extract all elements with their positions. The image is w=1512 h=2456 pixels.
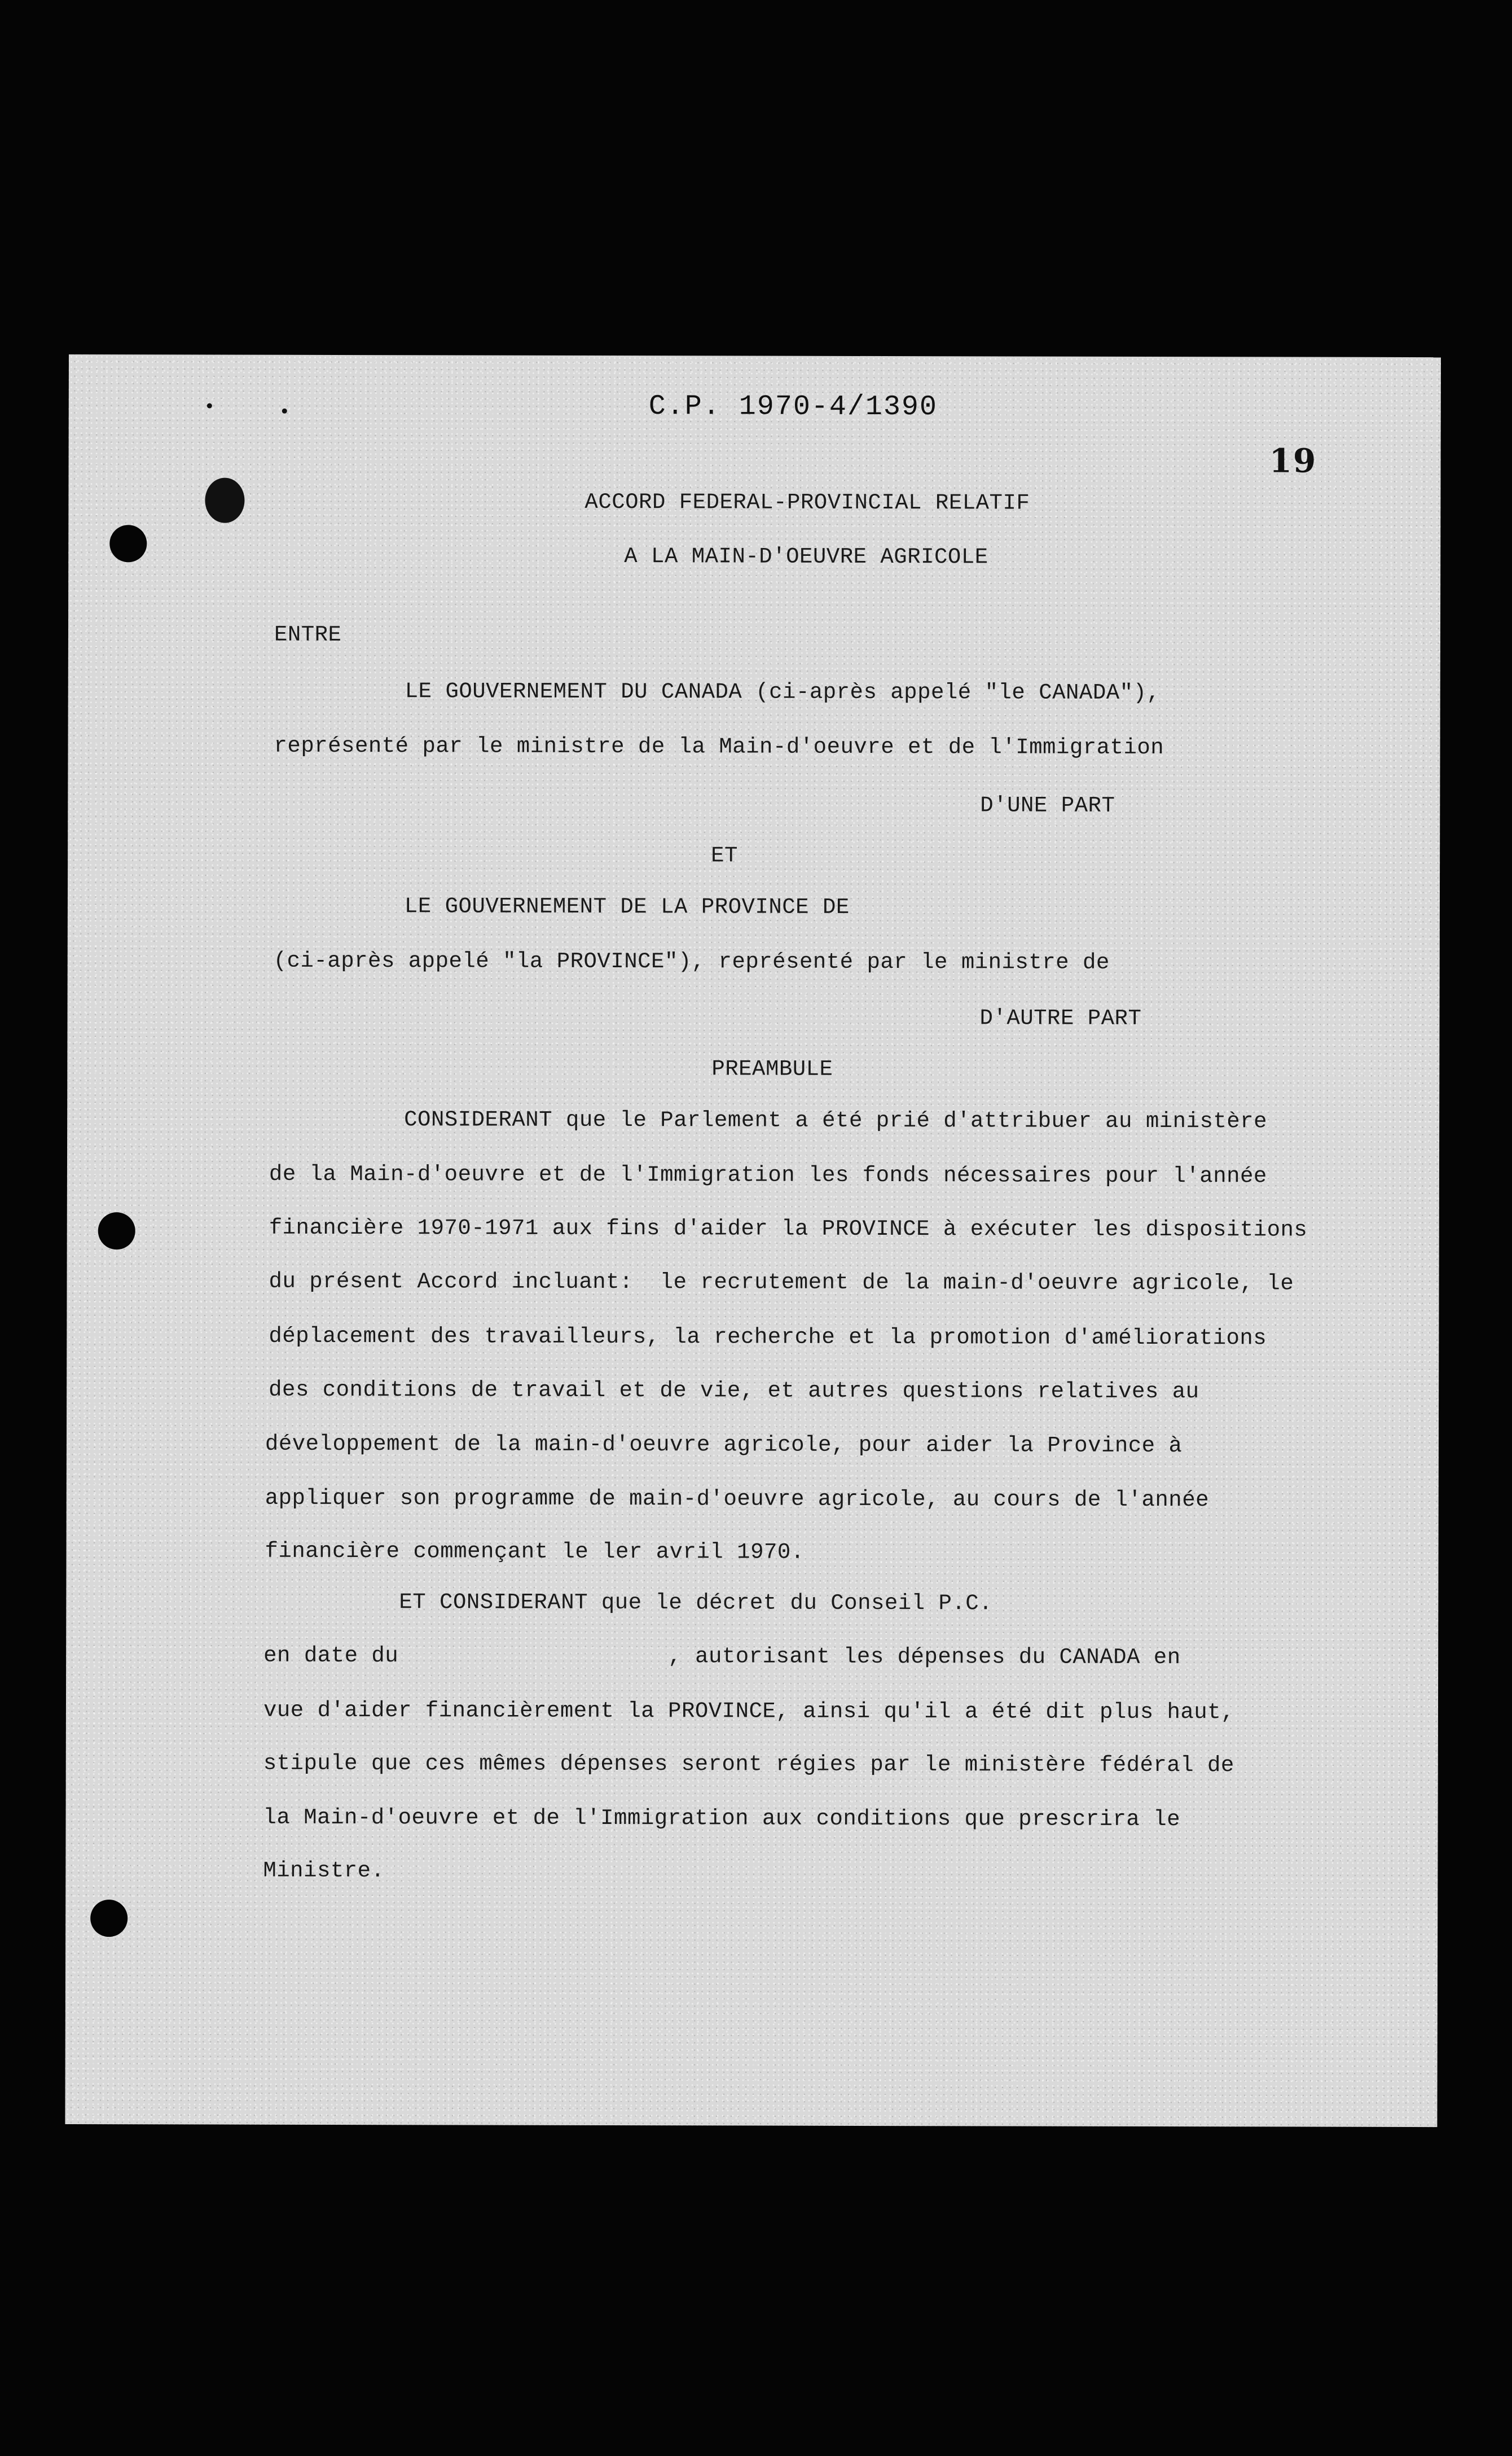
preamble-title: PREAMBULE <box>711 1056 833 1082</box>
party2-line-2: (ci-après appelé "la PROVINCE"), représenté par le ministre de <box>273 948 1110 975</box>
preamble-1-line: des conditions de travail et de vie, et autres questions relatives au <box>269 1377 1199 1405</box>
party1-part: D'UNE PART <box>980 793 1115 818</box>
ink-blot <box>205 478 244 523</box>
entre-label: ENTRE <box>274 622 342 648</box>
ink-speck <box>207 404 212 409</box>
preamble-2-line: ET CONSIDERANT que le décret du Conseil P.C. <box>399 1590 993 1616</box>
punch-hole-top <box>109 525 147 562</box>
document-page <box>65 354 1441 2127</box>
title-line-2: A LA MAIN-D'OEUVRE AGRICOLE <box>624 544 988 570</box>
et-label: ET <box>711 843 739 869</box>
party1-line-2: représenté par le ministre de la Main-d'oeuvre et de l'Immigration <box>274 733 1164 761</box>
preamble-2-line: stipule que ces mêmes dépenses seront régies par le ministère fédéral de <box>263 1751 1234 1778</box>
punch-hole-bottom <box>90 1900 128 1937</box>
preamble-1-line: financière 1970-1971 aux fins d'aider la PROVINCE à exécuter les dispositions <box>269 1215 1308 1243</box>
page-number: 19 <box>1269 441 1317 480</box>
party2-part: D'AUTRE PART <box>979 1006 1142 1031</box>
preamble-1-line: CONSIDERANT que le Parlement a été prié d'attribuer au ministère <box>404 1107 1268 1134</box>
preamble-2-line: vue d'aider financièrement la PROVINCE, ainsi qu'il a été dit plus haut, <box>263 1698 1235 1725</box>
preamble-1-line: développement de la main-d'oeuvre agricole, pour aider la Province à <box>265 1431 1183 1459</box>
preamble-1-line: déplacement des travailleurs, la recherche et la promotion d'améliorations <box>269 1323 1267 1351</box>
title-line-1: ACCORD FEDERAL-PROVINCIAL RELATIF <box>584 489 1030 516</box>
preamble-1-line: appliquer son programme de main-d'oeuvre agricole, au cours de l'année <box>265 1485 1210 1513</box>
preamble-1-line: financière commençant le ler avril 1970. <box>265 1538 805 1565</box>
document-header: C.P. 1970-4/1390 <box>648 391 938 424</box>
preamble-2-line: en date du , autorisant les dépenses du CANADA en <box>263 1643 1181 1670</box>
preamble-2-line: Ministre. <box>263 1858 385 1884</box>
party1-line-1: LE GOUVERNEMENT DU CANADA (ci-après appelé "le CANADA"), <box>405 679 1161 706</box>
ink-speck <box>282 409 287 414</box>
party2-line-1: LE GOUVERNEMENT DE LA PROVINCE DE <box>404 894 850 920</box>
preamble-2-line: la Main-d'oeuvre et de l'Immigration aux conditions que prescrira le <box>263 1805 1181 1832</box>
preamble-1-line: du présent Accord incluant: le recrutement de la main-d'oeuvre agricole, le <box>269 1269 1294 1296</box>
preamble-1-line: de la Main-d'oeuvre et de l'Immigration les fonds nécessaires pour l'année <box>269 1161 1267 1189</box>
punch-hole-middle <box>98 1212 135 1249</box>
